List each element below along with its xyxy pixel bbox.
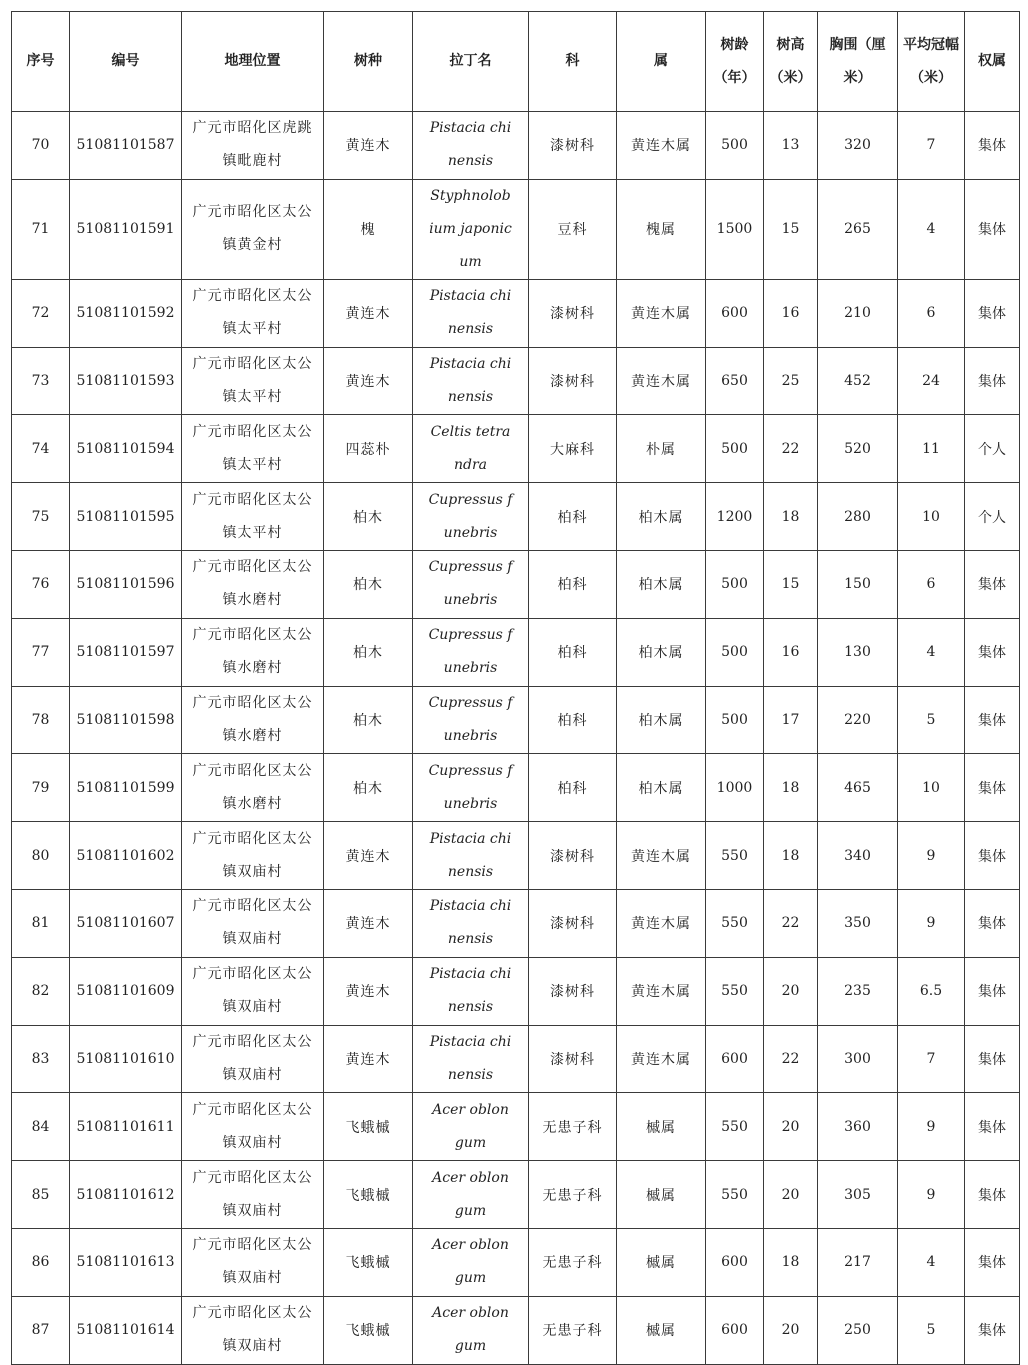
- cell-girth: 280: [818, 483, 898, 551]
- cell-family: 漆树科: [529, 279, 617, 347]
- cell-code: 51081101613: [70, 1228, 182, 1296]
- cell-latin: [413, 347, 529, 415]
- cell-ownership: 集体: [965, 347, 1020, 415]
- cell-girth: 340: [818, 822, 898, 890]
- cell-latin: [413, 618, 529, 686]
- cell-latin: [413, 1228, 529, 1296]
- cell-seq: 87: [12, 1296, 70, 1364]
- cell-height: 18: [764, 483, 818, 551]
- cell-family: 漆树科: [529, 112, 617, 180]
- cell-family: 漆树科: [529, 889, 617, 957]
- header-genus: 属: [617, 12, 706, 112]
- cell-code: 51081101596: [70, 550, 182, 618]
- cell-height: 20: [764, 1093, 818, 1161]
- cell-age: 1200: [706, 483, 764, 551]
- cell-latin: [413, 179, 529, 279]
- cell-ownership: 个人: [965, 483, 1020, 551]
- cell-girth: 250: [818, 1296, 898, 1364]
- location-text: 广元市昭化区太公镇太平村: [192, 355, 313, 405]
- cell-location: [182, 112, 324, 180]
- cell-species: 槐: [324, 179, 413, 279]
- cell-girth: 520: [818, 415, 898, 483]
- cell-ownership: 集体: [965, 1025, 1020, 1093]
- cell-species: 飞蛾槭: [324, 1228, 413, 1296]
- cell-ownership: 集体: [965, 550, 1020, 618]
- cell-height: 20: [764, 957, 818, 1025]
- cell-ownership: 集体: [965, 279, 1020, 347]
- cell-genus: 柏木属: [617, 754, 706, 822]
- cell-genus: 黄连木属: [617, 822, 706, 890]
- latin-name: Celtis tetrandra: [430, 423, 511, 473]
- cell-genus: 黄连木属: [617, 112, 706, 180]
- cell-location: [182, 1025, 324, 1093]
- cell-species: 柏木: [324, 686, 413, 754]
- location-text: 广元市昭化区太公镇太平村: [192, 423, 313, 473]
- cell-family: 无患子科: [529, 1093, 617, 1161]
- table-row: [12, 1161, 1020, 1229]
- table-row: [12, 550, 1020, 618]
- cell-seq: 81: [12, 889, 70, 957]
- table-row: [12, 618, 1020, 686]
- table-row: [12, 822, 1020, 890]
- cell-girth: 300: [818, 1025, 898, 1093]
- cell-code: 51081101594: [70, 415, 182, 483]
- cell-age: 500: [706, 686, 764, 754]
- cell-ownership: 集体: [965, 754, 1020, 822]
- header-crown: 平均冠幅（米）: [898, 12, 965, 112]
- cell-girth: 360: [818, 1093, 898, 1161]
- cell-latin: [413, 822, 529, 890]
- cell-latin: [413, 1161, 529, 1229]
- cell-age: 650: [706, 347, 764, 415]
- cell-height: 18: [764, 754, 818, 822]
- cell-girth: 235: [818, 957, 898, 1025]
- table-body: [12, 112, 1020, 1365]
- cell-genus: 槭属: [617, 1161, 706, 1229]
- cell-genus: 黄连木属: [617, 889, 706, 957]
- table-row: [12, 1228, 1020, 1296]
- cell-crown: 9: [898, 1093, 965, 1161]
- cell-girth: 150: [818, 550, 898, 618]
- location-text: 广元市昭化区太公镇双庙村: [192, 1237, 313, 1287]
- cell-code: 51081101593: [70, 347, 182, 415]
- cell-girth: 210: [818, 279, 898, 347]
- cell-crown: 6: [898, 279, 965, 347]
- cell-code: 51081101609: [70, 957, 182, 1025]
- ancient-tree-register: [11, 11, 1020, 1365]
- cell-ownership: 集体: [965, 957, 1020, 1025]
- cell-crown: 4: [898, 1228, 965, 1296]
- cell-species: 黄连木: [324, 347, 413, 415]
- latin-name: Acer oblongum: [432, 1169, 509, 1219]
- cell-crown: 4: [898, 618, 965, 686]
- header-family: 科: [529, 12, 617, 112]
- cell-family: 柏科: [529, 483, 617, 551]
- cell-family: 漆树科: [529, 822, 617, 890]
- table-row: [12, 347, 1020, 415]
- latin-name: Acer oblongum: [432, 1237, 509, 1287]
- cell-family: 漆树科: [529, 347, 617, 415]
- cell-height: 18: [764, 1228, 818, 1296]
- cell-ownership: 集体: [965, 686, 1020, 754]
- cell-location: [182, 279, 324, 347]
- cell-genus: 黄连木属: [617, 347, 706, 415]
- location-text: 广元市昭化区太公镇双庙村: [192, 898, 313, 948]
- cell-girth: 465: [818, 754, 898, 822]
- cell-crown: 24: [898, 347, 965, 415]
- cell-latin: [413, 112, 529, 180]
- cell-crown: 7: [898, 1025, 965, 1093]
- table-row: [12, 483, 1020, 551]
- cell-latin: [413, 1093, 529, 1161]
- header-height: 树高（米）: [764, 12, 818, 112]
- cell-seq: 86: [12, 1228, 70, 1296]
- cell-code: 51081101602: [70, 822, 182, 890]
- cell-location: [182, 889, 324, 957]
- cell-genus: 黄连木属: [617, 957, 706, 1025]
- cell-girth: 350: [818, 889, 898, 957]
- header-location: 地理位置: [182, 12, 324, 112]
- cell-species: 柏木: [324, 483, 413, 551]
- cell-age: 550: [706, 1093, 764, 1161]
- cell-code: 51081101614: [70, 1296, 182, 1364]
- cell-height: 13: [764, 112, 818, 180]
- cell-seq: 71: [12, 179, 70, 279]
- cell-species: 柏木: [324, 618, 413, 686]
- cell-location: [182, 1093, 324, 1161]
- cell-code: 51081101599: [70, 754, 182, 822]
- cell-crown: 4: [898, 179, 965, 279]
- tree-table: [11, 11, 1020, 1365]
- header-species: 树种: [324, 12, 413, 112]
- cell-crown: 9: [898, 822, 965, 890]
- cell-location: [182, 1228, 324, 1296]
- table-row: [12, 1093, 1020, 1161]
- cell-ownership: 集体: [965, 1161, 1020, 1229]
- cell-height: 25: [764, 347, 818, 415]
- location-text: 广元市昭化区太公镇水磨村: [192, 627, 313, 677]
- latin-name: Pistacia chinensis: [429, 898, 512, 948]
- cell-seq: 74: [12, 415, 70, 483]
- cell-code: 51081101598: [70, 686, 182, 754]
- cell-species: 柏木: [324, 754, 413, 822]
- cell-ownership: 集体: [965, 179, 1020, 279]
- cell-code: 51081101595: [70, 483, 182, 551]
- location-text: 广元市昭化区太公镇双庙村: [192, 1101, 313, 1151]
- cell-latin: [413, 279, 529, 347]
- cell-location: [182, 483, 324, 551]
- header-seq: 序号: [12, 12, 70, 112]
- cell-crown: 11: [898, 415, 965, 483]
- cell-height: 20: [764, 1296, 818, 1364]
- cell-location: [182, 1296, 324, 1364]
- cell-location: [182, 179, 324, 279]
- cell-family: 柏科: [529, 686, 617, 754]
- cell-age: 600: [706, 1025, 764, 1093]
- cell-genus: 黄连木属: [617, 279, 706, 347]
- cell-latin: [413, 1296, 529, 1364]
- cell-species: 黄连木: [324, 889, 413, 957]
- cell-genus: 柏木属: [617, 618, 706, 686]
- cell-latin: [413, 550, 529, 618]
- cell-seq: 84: [12, 1093, 70, 1161]
- cell-height: 17: [764, 686, 818, 754]
- cell-age: 500: [706, 550, 764, 618]
- cell-girth: 130: [818, 618, 898, 686]
- cell-ownership: 集体: [965, 1093, 1020, 1161]
- cell-ownership: 集体: [965, 1296, 1020, 1364]
- location-text: 广元市昭化区太公镇水磨村: [192, 762, 313, 812]
- header-ownership: 权属: [965, 12, 1020, 112]
- cell-location: [182, 347, 324, 415]
- cell-species: 黄连木: [324, 957, 413, 1025]
- location-text: 广元市昭化区太公镇双庙村: [192, 966, 313, 1016]
- cell-species: 黄连木: [324, 1025, 413, 1093]
- location-text: 广元市昭化区太公镇双庙村: [192, 1305, 313, 1355]
- cell-family: 漆树科: [529, 957, 617, 1025]
- cell-code: 51081101611: [70, 1093, 182, 1161]
- cell-ownership: 集体: [965, 822, 1020, 890]
- latin-name: Cupressus funebris: [428, 694, 513, 744]
- cell-girth: 305: [818, 1161, 898, 1229]
- cell-ownership: 集体: [965, 618, 1020, 686]
- cell-seq: 75: [12, 483, 70, 551]
- cell-family: 柏科: [529, 754, 617, 822]
- latin-name: Cupressus funebris: [428, 491, 513, 541]
- table-row: [12, 686, 1020, 754]
- location-text: 广元市昭化区太公镇太平村: [192, 288, 313, 338]
- location-text: 广元市昭化区太公镇双庙村: [192, 1033, 313, 1083]
- cell-latin: [413, 1025, 529, 1093]
- table-row: [12, 279, 1020, 347]
- cell-species: 柏木: [324, 550, 413, 618]
- cell-code: 51081101592: [70, 279, 182, 347]
- cell-age: 550: [706, 1161, 764, 1229]
- latin-name: Pistacia chinensis: [429, 120, 512, 170]
- cell-girth: 217: [818, 1228, 898, 1296]
- cell-height: 16: [764, 279, 818, 347]
- cell-genus: 朴属: [617, 415, 706, 483]
- header-row: [12, 12, 1020, 112]
- latin-name: Pistacia chinensis: [429, 1033, 512, 1083]
- header-latin: 拉丁名: [413, 12, 529, 112]
- latin-name: Acer oblongum: [432, 1101, 509, 1151]
- cell-latin: [413, 415, 529, 483]
- cell-age: 500: [706, 112, 764, 180]
- cell-code: 51081101597: [70, 618, 182, 686]
- cell-girth: 265: [818, 179, 898, 279]
- latin-name: Pistacia chinensis: [429, 288, 512, 338]
- cell-age: 500: [706, 415, 764, 483]
- table-row: [12, 179, 1020, 279]
- cell-seq: 78: [12, 686, 70, 754]
- table-row: [12, 112, 1020, 180]
- cell-family: 豆科: [529, 179, 617, 279]
- latin-name: Pistacia chinensis: [429, 355, 512, 405]
- table-row: [12, 1296, 1020, 1364]
- cell-seq: 76: [12, 550, 70, 618]
- cell-ownership: 个人: [965, 415, 1020, 483]
- cell-species: 黄连木: [324, 822, 413, 890]
- cell-age: 1000: [706, 754, 764, 822]
- table-row: [12, 1025, 1020, 1093]
- cell-girth: 452: [818, 347, 898, 415]
- latin-name: Cupressus funebris: [428, 559, 513, 609]
- location-text: 广元市昭化区虎跳镇毗鹿村: [192, 120, 313, 170]
- cell-location: [182, 822, 324, 890]
- latin-name: Cupressus funebris: [428, 627, 513, 677]
- cell-seq: 73: [12, 347, 70, 415]
- cell-seq: 85: [12, 1161, 70, 1229]
- cell-family: 柏科: [529, 618, 617, 686]
- location-text: 广元市昭化区太公镇黄金村: [192, 204, 313, 254]
- cell-age: 550: [706, 822, 764, 890]
- cell-genus: 槭属: [617, 1093, 706, 1161]
- header-age: 树龄（年）: [706, 12, 764, 112]
- cell-latin: [413, 754, 529, 822]
- latin-name: Acer oblongum: [432, 1305, 509, 1355]
- latin-name: Cupressus funebris: [428, 762, 513, 812]
- cell-ownership: 集体: [965, 112, 1020, 180]
- cell-family: 无患子科: [529, 1161, 617, 1229]
- cell-height: 18: [764, 822, 818, 890]
- cell-species: 飞蛾槭: [324, 1093, 413, 1161]
- cell-crown: 7: [898, 112, 965, 180]
- cell-crown: 10: [898, 483, 965, 551]
- cell-family: 无患子科: [529, 1296, 617, 1364]
- cell-seq: 79: [12, 754, 70, 822]
- latin-name: Pistacia chinensis: [429, 830, 512, 880]
- cell-species: 飞蛾槭: [324, 1161, 413, 1229]
- cell-genus: 柏木属: [617, 550, 706, 618]
- cell-height: 22: [764, 1025, 818, 1093]
- location-text: 广元市昭化区太公镇水磨村: [192, 559, 313, 609]
- cell-location: [182, 1161, 324, 1229]
- cell-crown: 10: [898, 754, 965, 822]
- location-text: 广元市昭化区太公镇双庙村: [192, 1169, 313, 1219]
- cell-location: [182, 415, 324, 483]
- cell-seq: 82: [12, 957, 70, 1025]
- location-text: 广元市昭化区太公镇水磨村: [192, 694, 313, 744]
- latin-name: Styphnolobium japonicum: [429, 187, 512, 270]
- cell-latin: [413, 957, 529, 1025]
- cell-code: 51081101591: [70, 179, 182, 279]
- cell-family: 柏科: [529, 550, 617, 618]
- cell-crown: 9: [898, 889, 965, 957]
- cell-location: [182, 957, 324, 1025]
- cell-seq: 83: [12, 1025, 70, 1093]
- cell-age: 600: [706, 279, 764, 347]
- cell-latin: [413, 889, 529, 957]
- cell-height: 20: [764, 1161, 818, 1229]
- cell-seq: 80: [12, 822, 70, 890]
- cell-height: 15: [764, 179, 818, 279]
- cell-girth: 320: [818, 112, 898, 180]
- cell-location: [182, 686, 324, 754]
- cell-family: 漆树科: [529, 1025, 617, 1093]
- cell-age: 600: [706, 1296, 764, 1364]
- cell-species: 黄连木: [324, 112, 413, 180]
- cell-height: 22: [764, 889, 818, 957]
- cell-location: [182, 550, 324, 618]
- cell-genus: 槭属: [617, 1296, 706, 1364]
- cell-age: 1500: [706, 179, 764, 279]
- cell-crown: 9: [898, 1161, 965, 1229]
- cell-latin: [413, 686, 529, 754]
- cell-genus: 柏木属: [617, 686, 706, 754]
- cell-girth: 220: [818, 686, 898, 754]
- cell-seq: 70: [12, 112, 70, 180]
- cell-crown: 6: [898, 550, 965, 618]
- cell-species: 四蕊朴: [324, 415, 413, 483]
- cell-code: 51081101610: [70, 1025, 182, 1093]
- cell-height: 16: [764, 618, 818, 686]
- cell-family: 无患子科: [529, 1228, 617, 1296]
- latin-name: Pistacia chinensis: [429, 966, 512, 1016]
- table-header: [12, 12, 1020, 112]
- cell-genus: 黄连木属: [617, 1025, 706, 1093]
- cell-latin: [413, 483, 529, 551]
- cell-crown: 5: [898, 1296, 965, 1364]
- cell-genus: 柏木属: [617, 483, 706, 551]
- cell-location: [182, 754, 324, 822]
- table-row: [12, 754, 1020, 822]
- cell-crown: 6.5: [898, 957, 965, 1025]
- cell-code: 51081101607: [70, 889, 182, 957]
- cell-species: 黄连木: [324, 279, 413, 347]
- cell-genus: 槐属: [617, 179, 706, 279]
- table-row: [12, 957, 1020, 1025]
- header-code: 编号: [70, 12, 182, 112]
- cell-height: 22: [764, 415, 818, 483]
- cell-ownership: 集体: [965, 1228, 1020, 1296]
- table-row: [12, 889, 1020, 957]
- location-text: 广元市昭化区太公镇太平村: [192, 491, 313, 541]
- cell-age: 550: [706, 889, 764, 957]
- cell-height: 15: [764, 550, 818, 618]
- cell-ownership: 集体: [965, 889, 1020, 957]
- cell-seq: 77: [12, 618, 70, 686]
- header-girth: 胸围（厘米）: [818, 12, 898, 112]
- cell-genus: 槭属: [617, 1228, 706, 1296]
- cell-family: 大麻科: [529, 415, 617, 483]
- cell-age: 500: [706, 618, 764, 686]
- cell-crown: 5: [898, 686, 965, 754]
- cell-age: 600: [706, 1228, 764, 1296]
- cell-code: 51081101612: [70, 1161, 182, 1229]
- cell-species: 飞蛾槭: [324, 1296, 413, 1364]
- table-row: [12, 415, 1020, 483]
- location-text: 广元市昭化区太公镇双庙村: [192, 830, 313, 880]
- cell-code: 51081101587: [70, 112, 182, 180]
- cell-age: 550: [706, 957, 764, 1025]
- cell-location: [182, 618, 324, 686]
- cell-seq: 72: [12, 279, 70, 347]
